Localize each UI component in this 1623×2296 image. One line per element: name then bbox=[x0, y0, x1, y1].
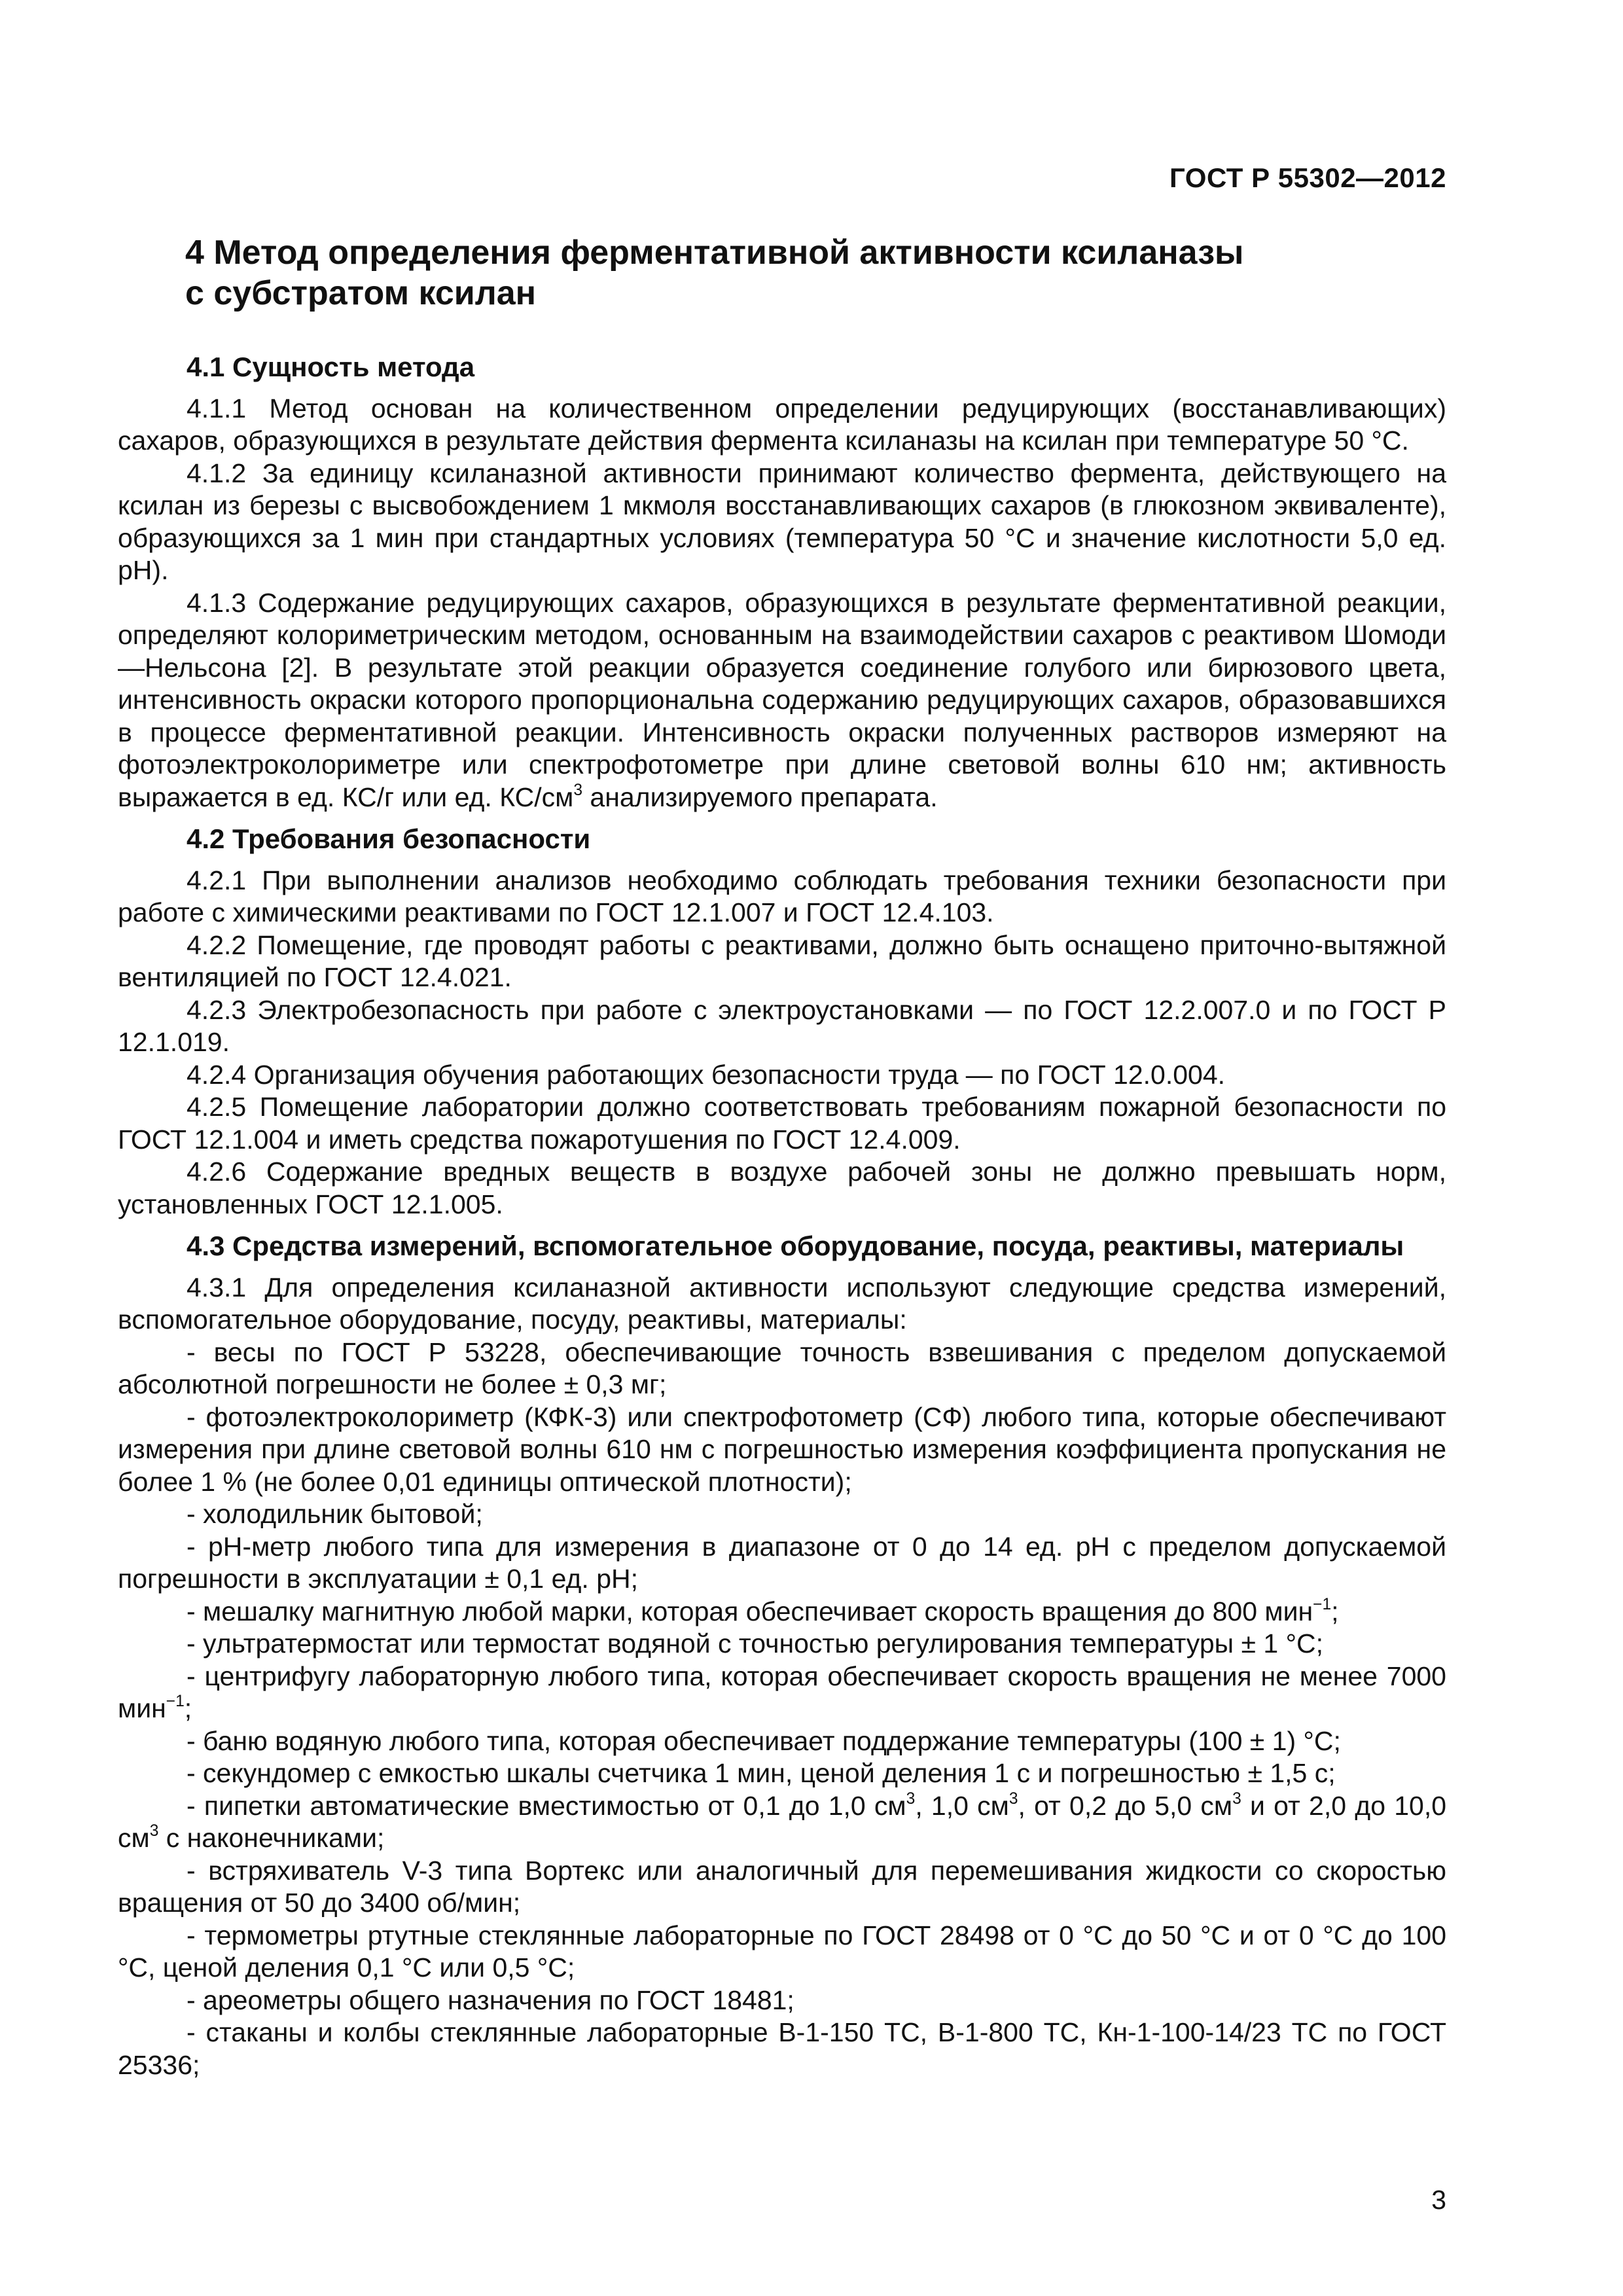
list-item-stopwatch: - секундомер с емкостью шкалы счетчика 1 мин, ценой деления 1 с и погрешностью ± 1,5 с; bbox=[187, 1758, 1336, 1788]
list-item-refrigerator: - холодильник бытовой; bbox=[187, 1499, 483, 1529]
list-item-ph-meter: - рН-метр любого типа для измерения в диапазоне от 0 до 14 ед. рН с пределом допускаемой погрешности в эксплуатации ± 0,1 ед. рН; bbox=[118, 1531, 1446, 1594]
paragraph-4-1-1: 4.1.1 Метод основан на количественном определении редуцирующих (восстанавливающих) сахаров, образующихся в результате действия фермента ксиланазы на ксилан при температуре 50 °С. bbox=[118, 393, 1446, 456]
paragraph-4-2-3: 4.2.3 Электробезопасность при работе с электроустановками — по ГОСТ 12.2.007.0 и по ГОСТ Р 12.1.019. bbox=[118, 994, 1446, 1057]
superscript: 3 bbox=[1008, 1789, 1018, 1808]
document-body bbox=[118, 342, 1446, 2081]
list-item-text: - мешалку магнитную любой марки, которая обеспечивает скорость вращения до 800 мин bbox=[187, 1596, 1313, 1626]
list-item-text-end: ; bbox=[184, 1693, 192, 1723]
paragraph-4-2-5: 4.2.5 Помещение лаборатории должно соответствовать требованиям пожарной безопасности по ГОСТ 12.1.004 и иметь средства пожаротушения по ГОСТ 12.4.009. bbox=[118, 1092, 1446, 1155]
list-item-glassware: - стаканы и колбы стеклянные лабораторные В-1-150 ТС, В-1-800 ТС, Кн-1-100-14/23 ТС по ГОСТ 25336; bbox=[118, 2017, 1446, 2080]
paragraph-4-2-4: 4.2.4 Организация обучения работающих безопасности труда — по ГОСТ 12.0.004. bbox=[187, 1059, 1226, 1090]
list-item-shaker: - встряхиватель V-3 типа Вортекс или аналогичный для перемешивания жидкости со скоростью вращения от 50 до 3400 об/мин; bbox=[118, 1855, 1446, 1918]
list-item-text-end: с наконечниками; bbox=[158, 1823, 385, 1853]
paragraph-4-1-3-end: анализируемого препарата. bbox=[582, 781, 938, 812]
list-item-centrifuge bbox=[118, 1660, 1446, 1725]
paragraph-4-2-2: 4.2.2 Помещение, где проводят работы с реактивами, должно быть оснащено приточно-вытяжной вентиляцией по ГОСТ 12.4.021. bbox=[118, 929, 1446, 992]
list-item-pipettes bbox=[118, 1790, 1446, 1855]
superscript: 3 bbox=[906, 1789, 916, 1808]
paragraph-4-2-1: 4.2.1 При выполнении анализов необходимо соблюдать требования техники безопасности при работе с химическими реактивами по ГОСТ 12.1.007 и ГОСТ 12.4.103. bbox=[118, 865, 1446, 927]
list-item-thermometers: - термометры ртутные стеклянные лабораторные по ГОСТ 28498 от 0 °С до 50 °С и от 0 °С до 100 °С, ценой деления 0,1 °С или 0,5 °С; bbox=[118, 1920, 1446, 1982]
list-item-text: - центрифугу лабораторную любого типа, которая обеспечивает скорость вращения не менее 7000 мин bbox=[118, 1660, 1446, 1723]
superscript: −1 bbox=[166, 1692, 185, 1710]
subsection-heading-4-3: 4.3 Средства измерений, вспомогательное оборудование, посуда, реактивы, материалы bbox=[187, 1230, 1404, 1261]
subsection-heading-4-1: 4.1 Сущность метода bbox=[187, 351, 475, 382]
document-number-header: ГОСТ Р 55302—2012 bbox=[1169, 162, 1446, 193]
list-item-water-bath: - баню водяную любого типа, которая обеспечивает поддержание температуры (100 ± 1) °С; bbox=[187, 1725, 1341, 1756]
paragraph-4-1-2: 4.1.2 За единицу ксиланазной активности принимают количество фермента, действующего на ксилан из березы с высвобождением 1 мкмоля восстанавливающих сахаров (в глюкозном эквиваленте), образующихся за 1 мин при стандартных условиях (температура 50 °С и значение кислотности 5,0 ед. рН). bbox=[118, 457, 1446, 585]
superscript: 3 bbox=[573, 781, 583, 799]
list-item-hydrometers: - ареометры общего назначения по ГОСТ 18481; bbox=[187, 1984, 794, 2015]
section-title-line-1: 4 Метод определения ферментативной активности ксиланазы bbox=[185, 234, 1244, 272]
paragraph-4-2-6: 4.2.6 Содержание вредных веществ в воздухе рабочей зоны не должно превышать норм, установленных ГОСТ 12.1.005. bbox=[118, 1157, 1446, 1219]
superscript: 3 bbox=[1232, 1789, 1241, 1808]
list-item-thermostat: - ультратермостат или термостат водяной с точностью регулирования температуры ± 1 °С; bbox=[187, 1628, 1323, 1659]
list-item-text: - пипетки автоматические вместимостью от 0,1 до 1,0 см bbox=[187, 1790, 906, 1821]
list-item-text-end: ; bbox=[1331, 1596, 1339, 1626]
superscript: −1 bbox=[1313, 1595, 1332, 1613]
list-item-text: , от 0,2 до 5,0 см bbox=[1018, 1790, 1233, 1821]
list-item-scales: - весы по ГОСТ Р 53228, обеспечивающие точность взвешивания с пределом допускаемой абсолютной погрешности не более ± 0,3 мг; bbox=[118, 1336, 1446, 1399]
paragraph-4-1-3-text: 4.1.3 Содержание редуцирующих сахаров, образующихся в результате ферментативной реакции, определяют колориметрическим методом, основанным на взаимодействии сахаров с реактивом Шомоди—Нельсона [2]. В результате этой реакции образуется соединение голубого или бирюзового цвета, интенсивность окраски которого пропорциональна содержанию редуцирующих сахаров, образовавшихся в процессе ферментативной реакции. Интенсивность окраски полученных растворов измеряют на фотоэлектроколориметре или спектрофотометре при длине световой волны 610 нм; активность выражается в ед. КС/г или ед. КС/см bbox=[118, 587, 1446, 812]
list-item-text: , 1,0 см bbox=[915, 1790, 1009, 1821]
paragraph-4-3-1: 4.3.1 Для определения ксиланазной активности используют следующие средства измерений, вспомогательное оборудование, посуду, реактивы, материалы: bbox=[118, 1272, 1446, 1335]
page-number: 3 bbox=[1431, 2185, 1446, 2215]
section-title bbox=[185, 232, 1363, 314]
subsection-heading-4-2: 4.2 Требования безопасности bbox=[187, 823, 591, 854]
list-item-photocolorimeter: - фотоэлектроколориметр (КФК-3) или спектрофотометр (СФ) любого типа, которые обеспечивают измерения при длине световой волны 610 нм с погрешностью измерения коэффициента пропускания не более 1 % (не более 0,01 единицы оптической плотности); bbox=[118, 1401, 1446, 1497]
list-item-text: и от 2,0 до 10,0 см bbox=[118, 1790, 1447, 1853]
paragraph-4-1-3 bbox=[118, 587, 1446, 814]
superscript: 3 bbox=[149, 1821, 159, 1840]
section-title-line-2: с субстратом ксилан bbox=[185, 274, 537, 312]
list-item-magnetic-stirrer bbox=[118, 1596, 1446, 1628]
